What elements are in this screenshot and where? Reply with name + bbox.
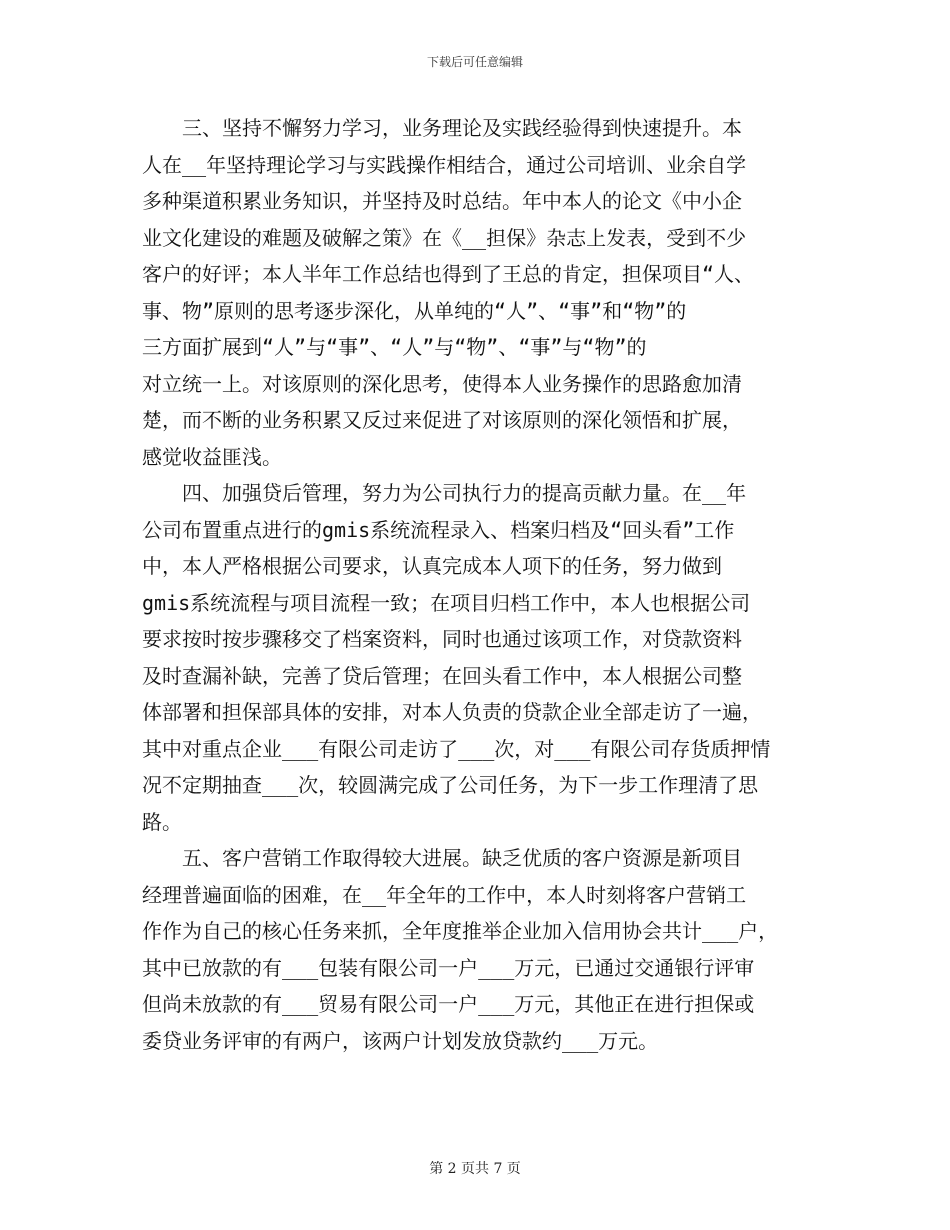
- text-line: 客户的好评；本人半年工作总结也得到了王总的肯定，担保项目“人、: [142, 262, 755, 286]
- text-line: 公司布置重点进行的gmis系统流程录入、档案归档及“回头看”工作: [142, 517, 735, 542]
- text-line: 事、物”原则的思考逐步深化，从单纯的“人”、“事”和“物”的: [142, 298, 687, 323]
- text-line: 经理普遍面临的困难，在__年全年的工作中，本人时刻将客户营销工: [142, 882, 747, 907]
- text-line: 三方面扩展到“人”与“事”、“人”与“物”、“事”与“物”的: [142, 335, 647, 359]
- text-line: 多种渠道积累业务知识，并坚持及时总结。年中本人的论文《中小企: [142, 189, 742, 213]
- text-line: 其中对重点企业___有限公司走访了___次，对___有限公司存货质押情: [142, 736, 771, 761]
- text-line: 感觉收益匪浅。: [142, 444, 282, 469]
- document-body: [142, 110, 812, 1059]
- text-line: 楚，而不断的业务积累又反过来促进了对该原则的深化领悟和扩展，: [142, 408, 742, 432]
- page-header: 下载后可任意编辑: [426, 55, 523, 69]
- paragraph-client-marketing: [142, 840, 812, 1059]
- text-line: 要求按时按步骤移交了档案资料，同时也通过该项工作，对贷款资料: [142, 627, 742, 651]
- text-line: gmis系统流程与项目流程一致；在项目归档工作中，本人也根据公司: [142, 590, 751, 615]
- text-line: 对立统一上。对该原则的深化思考，使得本人业务操作的思路愈加清: [142, 371, 742, 396]
- text-line: 路。: [142, 809, 182, 834]
- text-line: 四、加强贷后管理，努力为公司执行力的提高贡献力量。在__年: [142, 481, 747, 505]
- text-line: 其中已放款的有___包装有限公司一户___万元，已通过交通银行评审: [142, 955, 755, 980]
- text-line: 体部署和担保部具体的安排，对本人负责的贷款企业全部走访了一遍，: [142, 700, 762, 724]
- text-line: 及时查漏补缺，完善了贷后管理；在回头看工作中，本人根据公司整: [142, 663, 742, 688]
- text-line: 业文化建设的难题及破解之策》在《__担保》杂志上发表，受到不少: [142, 225, 747, 250]
- text-line: 中，本人严格根据公司要求，认真完成本人项下的任务，努力做到: [142, 554, 722, 578]
- paragraph-study: [142, 110, 812, 475]
- text-line: 三、坚持不懈努力学习，业务理论及实践经验得到快速提升。本: [142, 116, 742, 140]
- text-line: 人在__年坚持理论学习与实践操作相结合，通过公司培训、业余自学: [142, 152, 747, 177]
- text-line: 作作为自己的核心任务来抓，全年度推举企业加入信用协会共计___户，: [142, 919, 779, 943]
- text-line: 况不定期抽查___次，较圆满完成了公司任务，为下一步工作理清了思: [142, 773, 759, 797]
- text-line: 五、客户营销工作取得较大进展。缺乏优质的客户资源是新项目: [142, 846, 742, 870]
- paragraph-post-loan-management: [142, 475, 812, 840]
- text-line: 委贷业务评审的有两户，该两户计划发放贷款约___万元。: [142, 1028, 659, 1053]
- text-line: 但尚未放款的有___贸易有限公司一户___万元，其他正在进行担保或: [142, 992, 755, 1016]
- page-number: 第 2 页共 7 页: [429, 1161, 521, 1177]
